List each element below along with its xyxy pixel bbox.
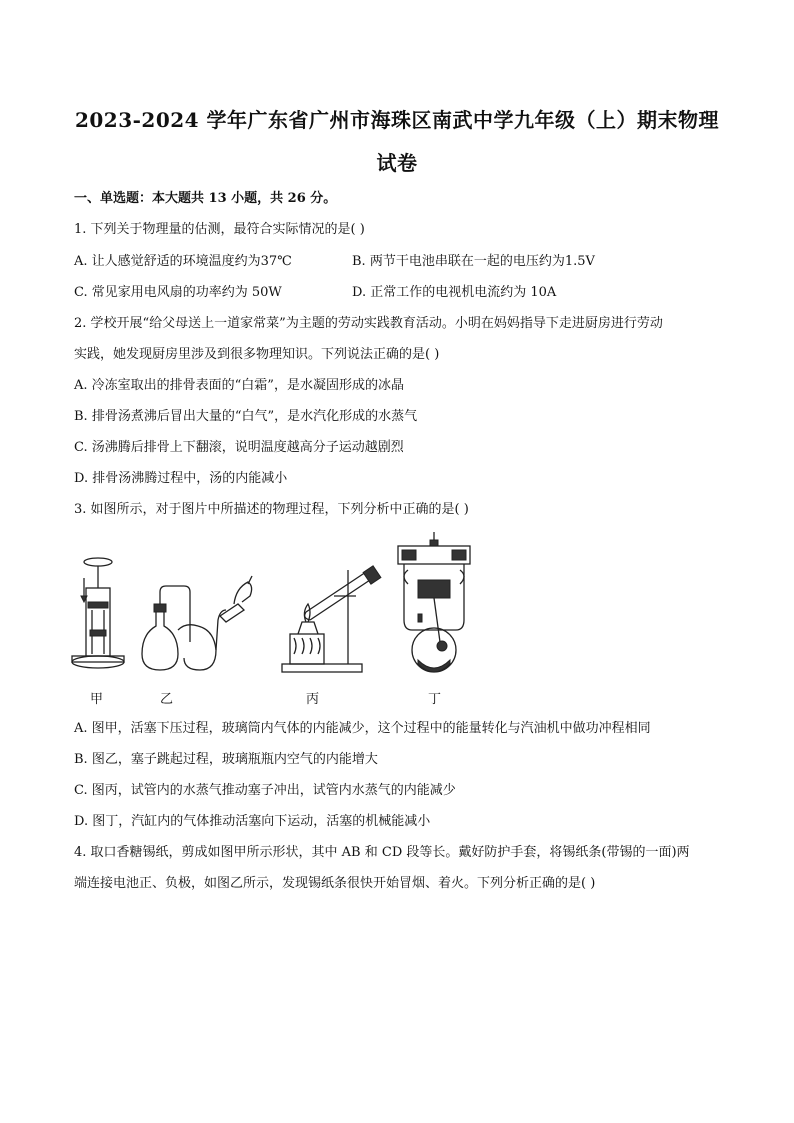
q4-stem-line1: 4. 取口香糖锡纸，剪成如图甲所示形状，其中 AB 和 CD 段等长。戴好防护手套，将锡纸条(带锡的一面)两: [74, 845, 690, 860]
q2-option-b: B. 排骨汤煮沸后冒出大量的“白气”，是水汽化形成的水蒸气: [74, 409, 418, 424]
q4-stem-line2: 端连接电池正、负极，如图乙所示，发现锡纸条很快开始冒烟、着火。下列分析正确的是( ): [74, 876, 596, 891]
exam-title-line2: 试卷: [376, 151, 418, 175]
q3-caption-bing: 丙: [306, 692, 320, 707]
figure-bing-test-tube: [282, 566, 381, 672]
q3-caption-jia: 甲: [90, 692, 104, 707]
q1-stem: 1. 下列关于物理量的估测，最符合实际情况的是( ): [74, 222, 365, 237]
q3-option-c: C. 图丙，试管内的水蒸气推动塞子冲出，试管内水蒸气的内能减少: [74, 783, 456, 798]
q3-caption-yi: 乙: [160, 692, 174, 707]
q2-stem-line1: 2. 学校开展“给父母送上一道家常菜”为主题的劳动实践教育活动。小明在妈妈指导下走进厨房进行劳动: [74, 316, 663, 331]
figure-yi-bottle: [142, 576, 252, 670]
q3-stem: 3. 如图所示，对于图片中所描述的物理过程，下列分析中正确的是( ): [74, 502, 469, 517]
q3-figure-group: [66, 530, 486, 710]
q2-stem-line2: 实践，她发现厨房里涉及到很多物理知识。下列说法正确的是( ): [74, 347, 440, 362]
q3-option-b: B. 图乙，塞子跳起过程，玻璃瓶瓶内空气的内能增大: [74, 752, 378, 767]
q1-option-a: A. 让人感觉舒适的环境温度约为37℃: [74, 254, 292, 269]
figure-ding-engine-cylinder: [398, 532, 470, 672]
q1-option-c: C. 常见家用电风扇的功率约为 50W: [74, 285, 282, 300]
q3-option-a: A. 图甲，活塞下压过程，玻璃筒内气体的内能减少，这个过程中的能量转化与汽油机中做功冲程相同: [74, 721, 651, 736]
q1-option-b: B. 两节干电池串联在一起的电压约为1.5V: [352, 254, 595, 269]
q2-option-c: C. 汤沸腾后排骨上下翻滚，说明温度越高分子运动越剧烈: [74, 440, 404, 455]
q3-option-d: D. 图丁，汽缸内的气体推动活塞向下运动，活塞的机械能减小: [74, 814, 431, 829]
section-heading: 一、单选题：本大题共 13 小题，共 26 分。: [74, 191, 337, 206]
exam-title-line1: 2023-2024 学年广东省广州市海珠区南武中学九年级（上）期末物理: [74, 108, 720, 132]
q2-option-a: A. 冷冻室取出的排骨表面的“白霜”，是水凝固形成的冰晶: [74, 378, 404, 393]
q3-caption-ding: 丁: [428, 692, 442, 707]
figure-jia-fire-syringe: [72, 558, 124, 668]
q1-option-d: D. 正常工作的电视机电流约为 10A: [352, 285, 557, 300]
q2-option-d: D. 排骨汤沸腾过程中，汤的内能减小: [74, 471, 288, 486]
